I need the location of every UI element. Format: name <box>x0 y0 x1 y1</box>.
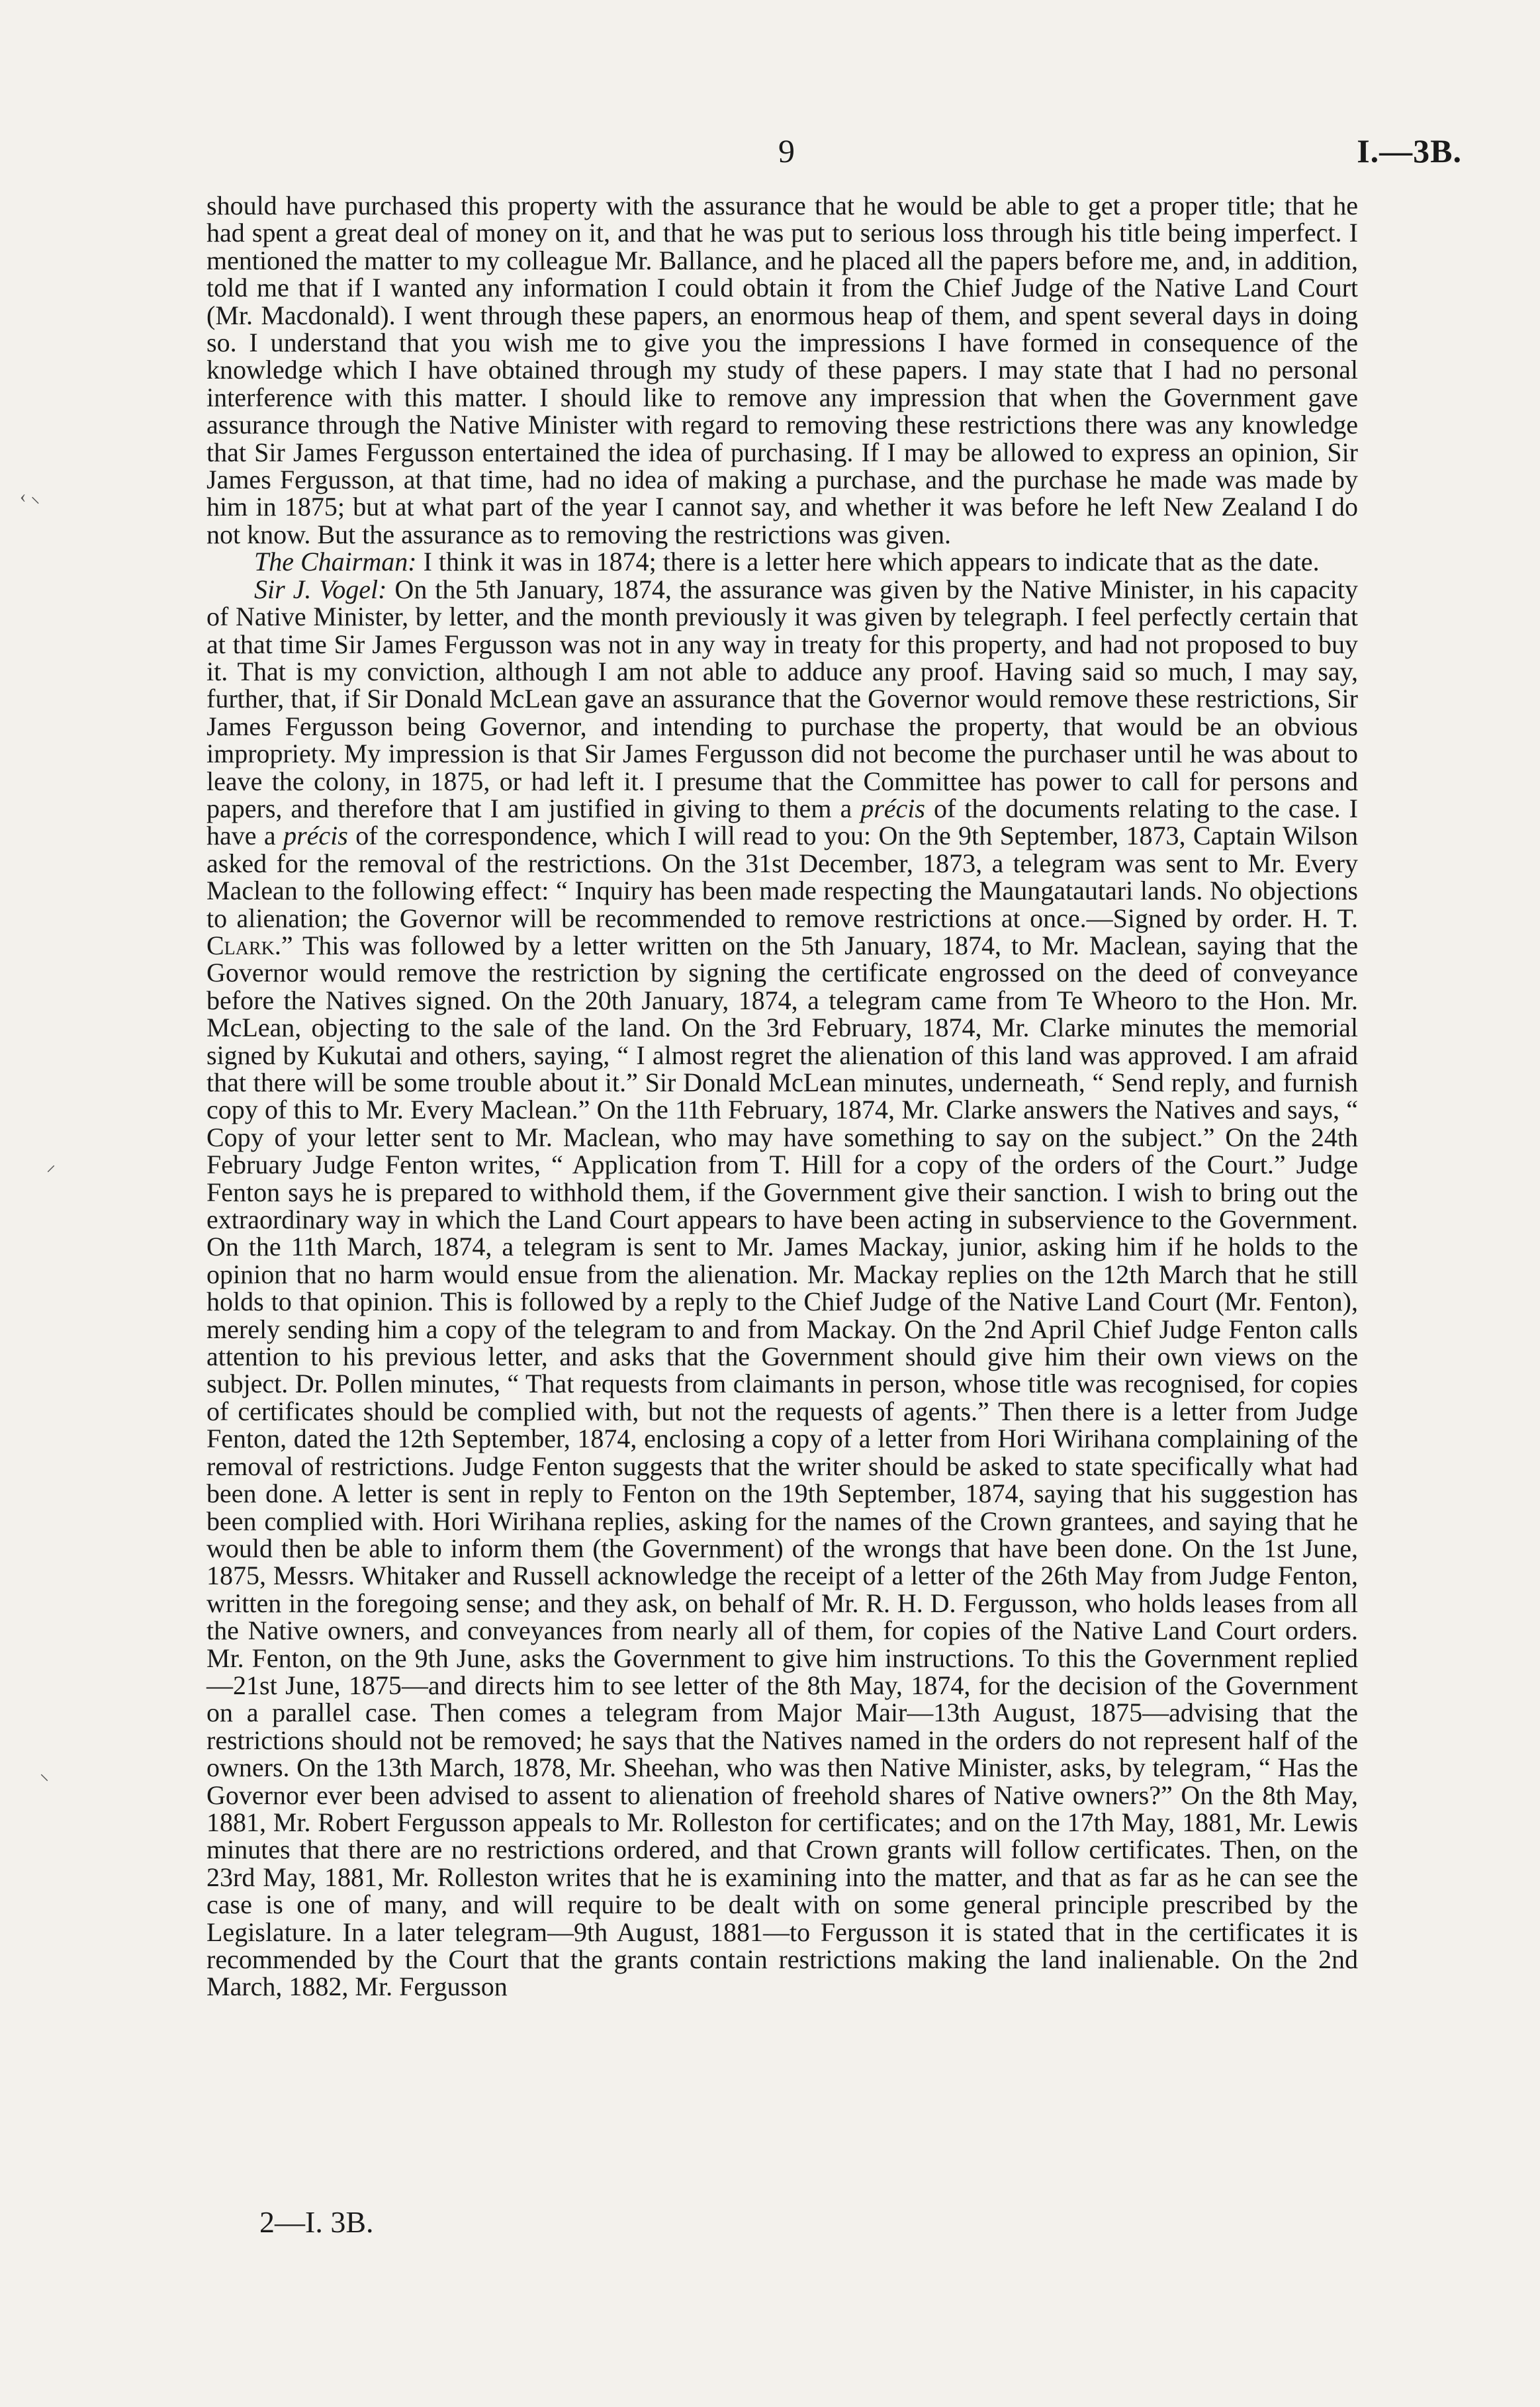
page-number: 9 <box>778 132 795 169</box>
paragraph-3-text-b: of the documents relating to the case. I have a <box>206 793 1358 851</box>
body-text <box>206 192 1358 2001</box>
precis-term-1: précis <box>860 793 925 823</box>
margin-mark-2: ⸝ <box>46 1155 56 1175</box>
speaker-vogel: Sir J. Vogel: <box>254 574 387 604</box>
precis-term-2: précis <box>283 821 348 851</box>
margin-mark-3: ⸜ <box>40 1764 50 1784</box>
paragraph-3-text-a: On the 5th January, 1874, the assurance was given by the Native Minister, in his capacity of Native Minister, by letter, and the month previously it was given by telegraph. I feel perfectly certain that at that time Sir James Fergusson was not in any way in treaty for this property, and had not proposed to buy it. That is my conviction, although I am not able to adduce any proof. Having said so much, I may say, further, that, if Sir Donald McLean gave an assurance that the Governor would remove these restrictions, Sir James Fergusson being Governor, and intending to purchase the property, that would be an obvious impropriety. My impression is that Sir James Fergusson did not become the purchaser until he was about to leave the colony, in 1875, or had left it. I presume that the Committee has power to call for persons and papers, and therefore that I am justified in giving to them a <box>206 574 1359 823</box>
paragraph-3-text-c: of the correspondence, which I will read to you: On the 9th September, 1873, Captain Wilson asked for the removal of the restrictions. On the 31st December, 1873, a telegram was sent to Mr. Every Maclean to the following effect: “ Inquiry has been made respecting the Maungatautari lands. No objections to alienation; the Governor will be recommended to remove restrictions at once.—Signed by order. H. T. <box>206 821 1358 933</box>
paragraph-3 <box>206 576 1358 2001</box>
signatory-clark: Clark <box>206 930 275 960</box>
margin-mark-1: ‹ ⸜ <box>20 486 40 507</box>
paragraph-3-text-d: .” This was followed by a letter written on the 5th January, 1874, to Mr. Maclean, saying that the Governor would remove the restriction by signing the certificate engrossed on the deed of conveyance before the Natives signed. On the 20th January, 1874, a telegram came from Te Wheoro to the Hon. Mr. McLean, objecting to the sale of the land. On the 3rd February, 1874, Mr. Clarke minutes the memorial signed by Kukutai and others, saying, “ I almost regret the alienation of this land was approved. I am afraid that there will be some trouble about it.” Sir Donald McLean minutes, underneath, “ Send reply, and furnish copy of this to Mr. Every Maclean.” On the 11th February, 1874, Mr. Clarke answers the Natives and says, “ Copy of your letter sent to Mr. Maclean, who may have something to say on the subject.” On the 24th February Judge Fenton writes, “ Application from T. Hill for a copy of the orders of the Court.” Judge Fenton says he is prepared to withhold them, if the Government give their sanction. I wish to bring out the extraordinary way in which the Land Court appears to have been acting in subservience to the Government. On the 11th March, 1874, a telegram is sent to Mr. James Mackay, junior, asking him if he holds to the opinion that no harm would ensue from the alienation. Mr. Mackay replies on the 12th March that he still holds to that opinion. This is followed by a reply to the Chief Judge of the Native Land Court (Mr. Fenton), merely sending him a copy of the telegram to and from Mackay. On the 2nd April Chief Judge Fenton calls attention to his previous letter, and asks that the Government should give him their own views on the subject. Dr. Pollen minutes, “ That requests from claimants in person, whose title was recognised, for copies of certificates should be complied with, but not the requests of agents.” Then there is a letter from Judge Fenton, dated the 12th September, 1874, enclosing a copy of a letter from Hori Wirihana complaining of the removal of restrictions. Judge Fenton suggests that the writer should be asked to state specifically what had been done. A letter is sent in reply to Fenton on the 19th September, 1874, saying that his suggestion has been complied with. Hori Wirihana replies, asking for the names of the Crown grantees, and saying that he would then be able to inform them (the Government) of the wrongs that have been done. On the 1st June, 1875, Messrs. Whitaker and Russell acknowledge the receipt of a letter of the 26th May from Judge Fenton, written in the foregoing sense; and they ask, on behalf of Mr. R. H. D. Fergusson, who holds leases from all the Native owners, and conveyances from nearly all of them, for copies of the Native Land Court orders. Mr. Fenton, on the 9th June, asks the Government to give him instructions. To this the Government replied—21st June, 1875—and directs him to see letter of the 8th May, 1874, for the decision of the Government on a parallel case. Then comes a telegram from Major Mair—13th August, 1875—advising that the restrictions should not be removed; he says that the Natives named in the orders do not represent half of the owners. On the 13th March, 1878, Mr. Sheehan, who was then Native Minister, asks, by telegram, “ Has the Governor ever been advised to assent to alienation of freehold shares of Native owners?” On the 8th May, 1881, Mr. Robert Fergusson appeals to Mr. Rolleston for certificates; and on the 17th May, 1881, Mr. Lewis minutes that there are no restrictions ordered, and that Crown grants will follow certificates. Then, on the 23rd May, 1881, Mr. Rolleston writes that he is examining into the matter, and that as far as he can see the case is one of many, and will require to be dealt with on some general principle prescribed by the Legislature. In a later telegram—9th August, 1881—to Fergusson it is stated that in the certificates it is recommended by the Court that the grants contain restrictions making the land inalienable. On the 2nd March, 1882, Mr. Fergusson <box>206 930 1358 2002</box>
speaker-chairman: The Chairman: <box>254 547 417 577</box>
document-reference: I.—3B. <box>1357 132 1462 169</box>
paragraph-2-text: I think it was in 1874; there is a letter here which appears to indicate that as the date. <box>416 547 1320 577</box>
paragraph-2 <box>206 548 1358 575</box>
signature-mark: 2—I. 3B. <box>259 2205 374 2239</box>
paragraph-1: should have purchased this property with the assurance that he would be able to get a proper title; that he had spent a great deal of money on it, and that he was put to serious loss through his title being imperfect. I mentioned the matter to my colleague Mr. Ballance, and he placed all the papers before me, and, in addition, told me that if I wanted any information I could obtain it from the Chief Judge of the Native Land Court (Mr. Macdonald). I went through these papers, an enormous heap of them, and spent several days in doing so. I understand that you wish me to give you the impressions I have formed in consequence of the knowledge which I have obtained through my study of these papers. I may state that I had no personal interference with this matter. I should like to remove any impression that when the Government gave assurance through the Native Minister with regard to removing these restrictions there was any knowledge that Sir James Fergusson entertained the idea of purchasing. If I may be allowed to express an opinion, Sir James Fergusson, at that time, had no idea of making a purchase, and the purchase he made was made by him in 1875; but at what part of the year I cannot say, and whether it was before he left New Zealand I do not know. But the assurance as to removing the restrictions was given. <box>206 191 1358 549</box>
